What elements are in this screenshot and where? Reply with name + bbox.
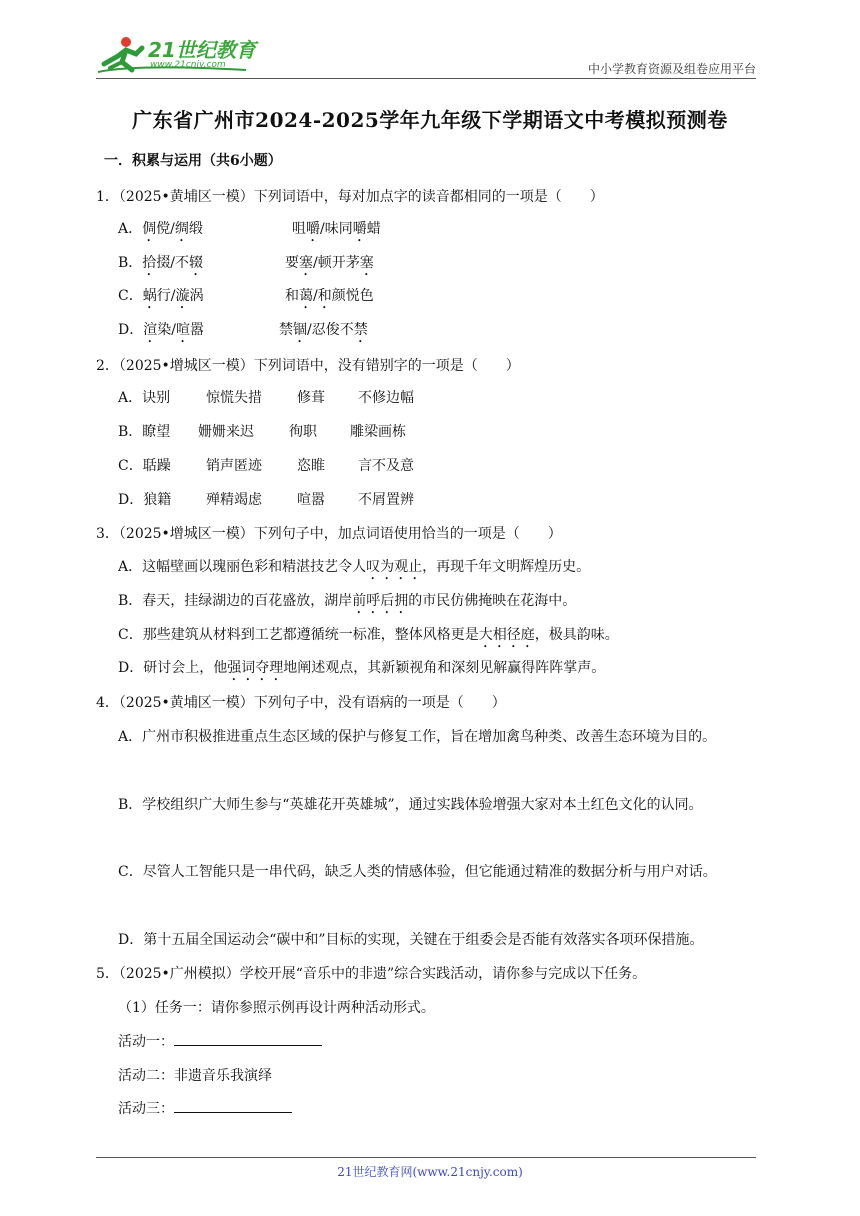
option-text-part: 绸 — [174, 221, 189, 237]
question-4-option-b: B．学校组织广大师生参与“英雄花开英雄城”，通过实践体验增强大家对本土红色文化的认同。 — [118, 797, 703, 813]
question-2-option-d-word-4: 不屑置辨 — [358, 492, 414, 508]
option-text-part: 缎 — [188, 221, 203, 237]
question-2-option-c-word-3: 恣睢 — [297, 458, 325, 474]
option-text-part: 要 — [285, 255, 299, 271]
activity-1-label: 活动一： — [118, 1034, 174, 1050]
question-2-option-b-word-2: 姗姗来迟 — [198, 424, 254, 440]
option-text-part: /味同 — [320, 221, 353, 237]
option-text-part: 禁 — [353, 322, 368, 338]
option-text-part: B． — [118, 255, 143, 271]
option-text-part: 喧 — [175, 322, 190, 338]
option-text-part: 锢 — [293, 322, 307, 338]
question-2-option-c-word-4: 言不及意 — [358, 458, 414, 474]
option-text-part: 辍 — [189, 255, 204, 271]
option-text-part: 塞 — [359, 255, 374, 271]
option-text-part: A．这幅壁画以瑰丽色彩和精湛技艺令人 — [118, 559, 367, 575]
question-2-option-d-word-1: D．狼籍 — [118, 492, 172, 508]
activity-3-label: 活动三： — [118, 1101, 174, 1117]
question-2-option-c-word-1: C．聒躁 — [118, 458, 171, 474]
question-2-option-a-word-3: 修葺 — [297, 390, 325, 406]
question-2-option-b-word-3: 徇职 — [289, 424, 317, 440]
question-3-option-d — [118, 657, 605, 684]
question-1-stem: 1．（2025•黄埔区一模）下列词语中，每对加点字的读音都相同的一项是（ ） — [96, 189, 604, 205]
emphasized-idiom: 前呼后拥 — [352, 593, 409, 609]
question-2-option-a-word-4: 不修边幅 — [358, 390, 414, 406]
question-1-option-a-left — [118, 218, 203, 245]
question-4-option-c: C．尽管人工智能只是一串代码，缺乏人类的情感体验，但它能通过精准的数据分析与用户对话。 — [118, 864, 717, 880]
option-text-part: 掇/不 — [156, 255, 190, 271]
option-text-part: D．研讨会上，他 — [118, 660, 228, 676]
question-2-option-c-word-2: 销声匿迹 — [206, 458, 262, 474]
option-text-part: D． — [118, 322, 144, 338]
option-text-part: ，极具韵味。 — [534, 627, 619, 643]
activity-2: 活动二：非遗音乐我演绎 — [118, 1068, 272, 1084]
site-logo — [96, 34, 256, 78]
option-text-part: 漩 — [175, 288, 190, 304]
question-1-option-a-right — [292, 218, 381, 245]
question-2-option-d-word-3: 喧嚣 — [297, 492, 325, 508]
option-text-part: 倜 — [142, 221, 157, 237]
option-text-part: 蔼 — [299, 288, 313, 304]
question-3-option-b — [118, 590, 576, 617]
question-2-option-d-word-2: 殚精竭虑 — [206, 492, 262, 508]
question-2-stem: 2．（2025•增城区一模）下列词语中，没有错别字的一项是（ ） — [96, 358, 520, 374]
option-text-part: 拾 — [142, 255, 157, 271]
option-text-part: 的市民仿佛掩映在花海中。 — [408, 593, 577, 609]
option-text-part: 渲 — [143, 322, 158, 338]
emphasized-idiom: 大相径庭 — [478, 627, 535, 643]
section-heading: 一．积累与运用（共6小题） — [104, 153, 282, 169]
activity-3-blank[interactable] — [174, 1098, 292, 1113]
question-1-option-b-left — [118, 252, 203, 279]
activity-3-row — [118, 1098, 292, 1118]
question-1-option-c-right — [285, 285, 374, 312]
activity-1-row — [118, 1031, 322, 1051]
option-text-part: /顿开茅 — [313, 255, 360, 271]
logo-text: 21世纪教育 — [148, 38, 256, 62]
option-text-part: 咀 — [292, 221, 306, 237]
option-text-part: 地阐述观点，其新颖视角和深刻见解赢得阵阵掌声。 — [283, 660, 606, 676]
question-4-stem: 4．（2025•黄埔区一模）下列句子中，没有语病的一项是（ ） — [96, 695, 506, 711]
option-text-part: 染/ — [157, 322, 176, 338]
question-5-stem: 5．（2025•广州模拟）学校开展“音乐中的非遗”综合实践活动，请你参与完成以下任务。 — [96, 966, 647, 982]
option-text-part: 涡 — [189, 288, 204, 304]
question-3-stem: 3．（2025•增城区一模）下列句子中，加点词语使用恰当的一项是（ ） — [96, 526, 562, 542]
emphasized-idiom: 强词夺理 — [227, 660, 284, 676]
platform-name: 中小学教育资源及组卷应用平台 — [587, 62, 756, 76]
question-2-option-a-word-1: A．诀别 — [118, 390, 171, 406]
emphasized-idiom: 叹为观止 — [366, 559, 423, 575]
option-text-part: 傥/ — [156, 221, 175, 237]
option-text-part: ，再现千年文明辉煌历史。 — [422, 559, 591, 575]
question-1-option-d-left — [118, 319, 204, 346]
footer-divider — [96, 1157, 756, 1158]
option-text-part: /忍俊不 — [307, 322, 354, 338]
question-2-option-b-word-4: 雕梁画栋 — [350, 424, 406, 440]
activity-1-blank[interactable] — [174, 1031, 322, 1046]
option-text-part: 禁 — [279, 322, 293, 338]
option-text-part: 嚼 — [306, 221, 320, 237]
option-text-part: C．那些建筑从材料到工艺都遵循统一标准，整体风格更是 — [118, 627, 479, 643]
option-text-part: 蜗 — [142, 288, 157, 304]
footer-text: 21世纪教育网(www.21cnjy.com) — [337, 1165, 523, 1179]
option-text-part: 蜡 — [366, 221, 381, 237]
option-text-part: A． — [118, 221, 143, 237]
option-text-part: 嚣 — [189, 322, 204, 338]
option-text-part: 和 — [317, 288, 332, 304]
option-text-part: / — [313, 288, 318, 304]
logo-url: www.21cnjy.com — [150, 60, 226, 70]
question-3-option-a — [118, 556, 590, 583]
option-text-part: C． — [118, 288, 143, 304]
question-2-option-b-word-1: B．瞭望 — [118, 424, 171, 440]
question-4-option-a: A．广州市积极推进重点生态区域的保护与修复工作，旨在增加禽鸟种类、改善生态环境为目的。 — [118, 729, 717, 745]
option-text-part: 嚼 — [352, 221, 367, 237]
option-text-part: 和 — [285, 288, 299, 304]
option-text-part: B．春天，挂绿湖边的百花盛放，湖岸 — [118, 593, 353, 609]
question-4-option-d: D．第十五届全国运动会“碳中和”目标的实现，关键在于组委会是否能有效落实各项环保措施。 — [118, 932, 704, 948]
page-title: 广东省广州市2024-2025学年九年级下学期语文中考模拟预测卷 — [132, 108, 728, 132]
question-3-option-c — [118, 624, 619, 651]
option-text-part: 行/ — [156, 288, 176, 304]
question-1-option-c-left — [118, 285, 203, 312]
header-divider — [96, 78, 756, 79]
question-1-option-d-right — [279, 319, 368, 346]
question-2-option-a-word-2: 惊慌失措 — [206, 390, 262, 406]
option-text-part: 塞 — [299, 255, 313, 271]
question-1-option-b-right — [285, 252, 374, 279]
option-text-part: 颜悦色 — [331, 288, 374, 304]
question-5-task-1: （1）任务一：请你参照示例再设计两种活动形式。 — [118, 1000, 435, 1016]
